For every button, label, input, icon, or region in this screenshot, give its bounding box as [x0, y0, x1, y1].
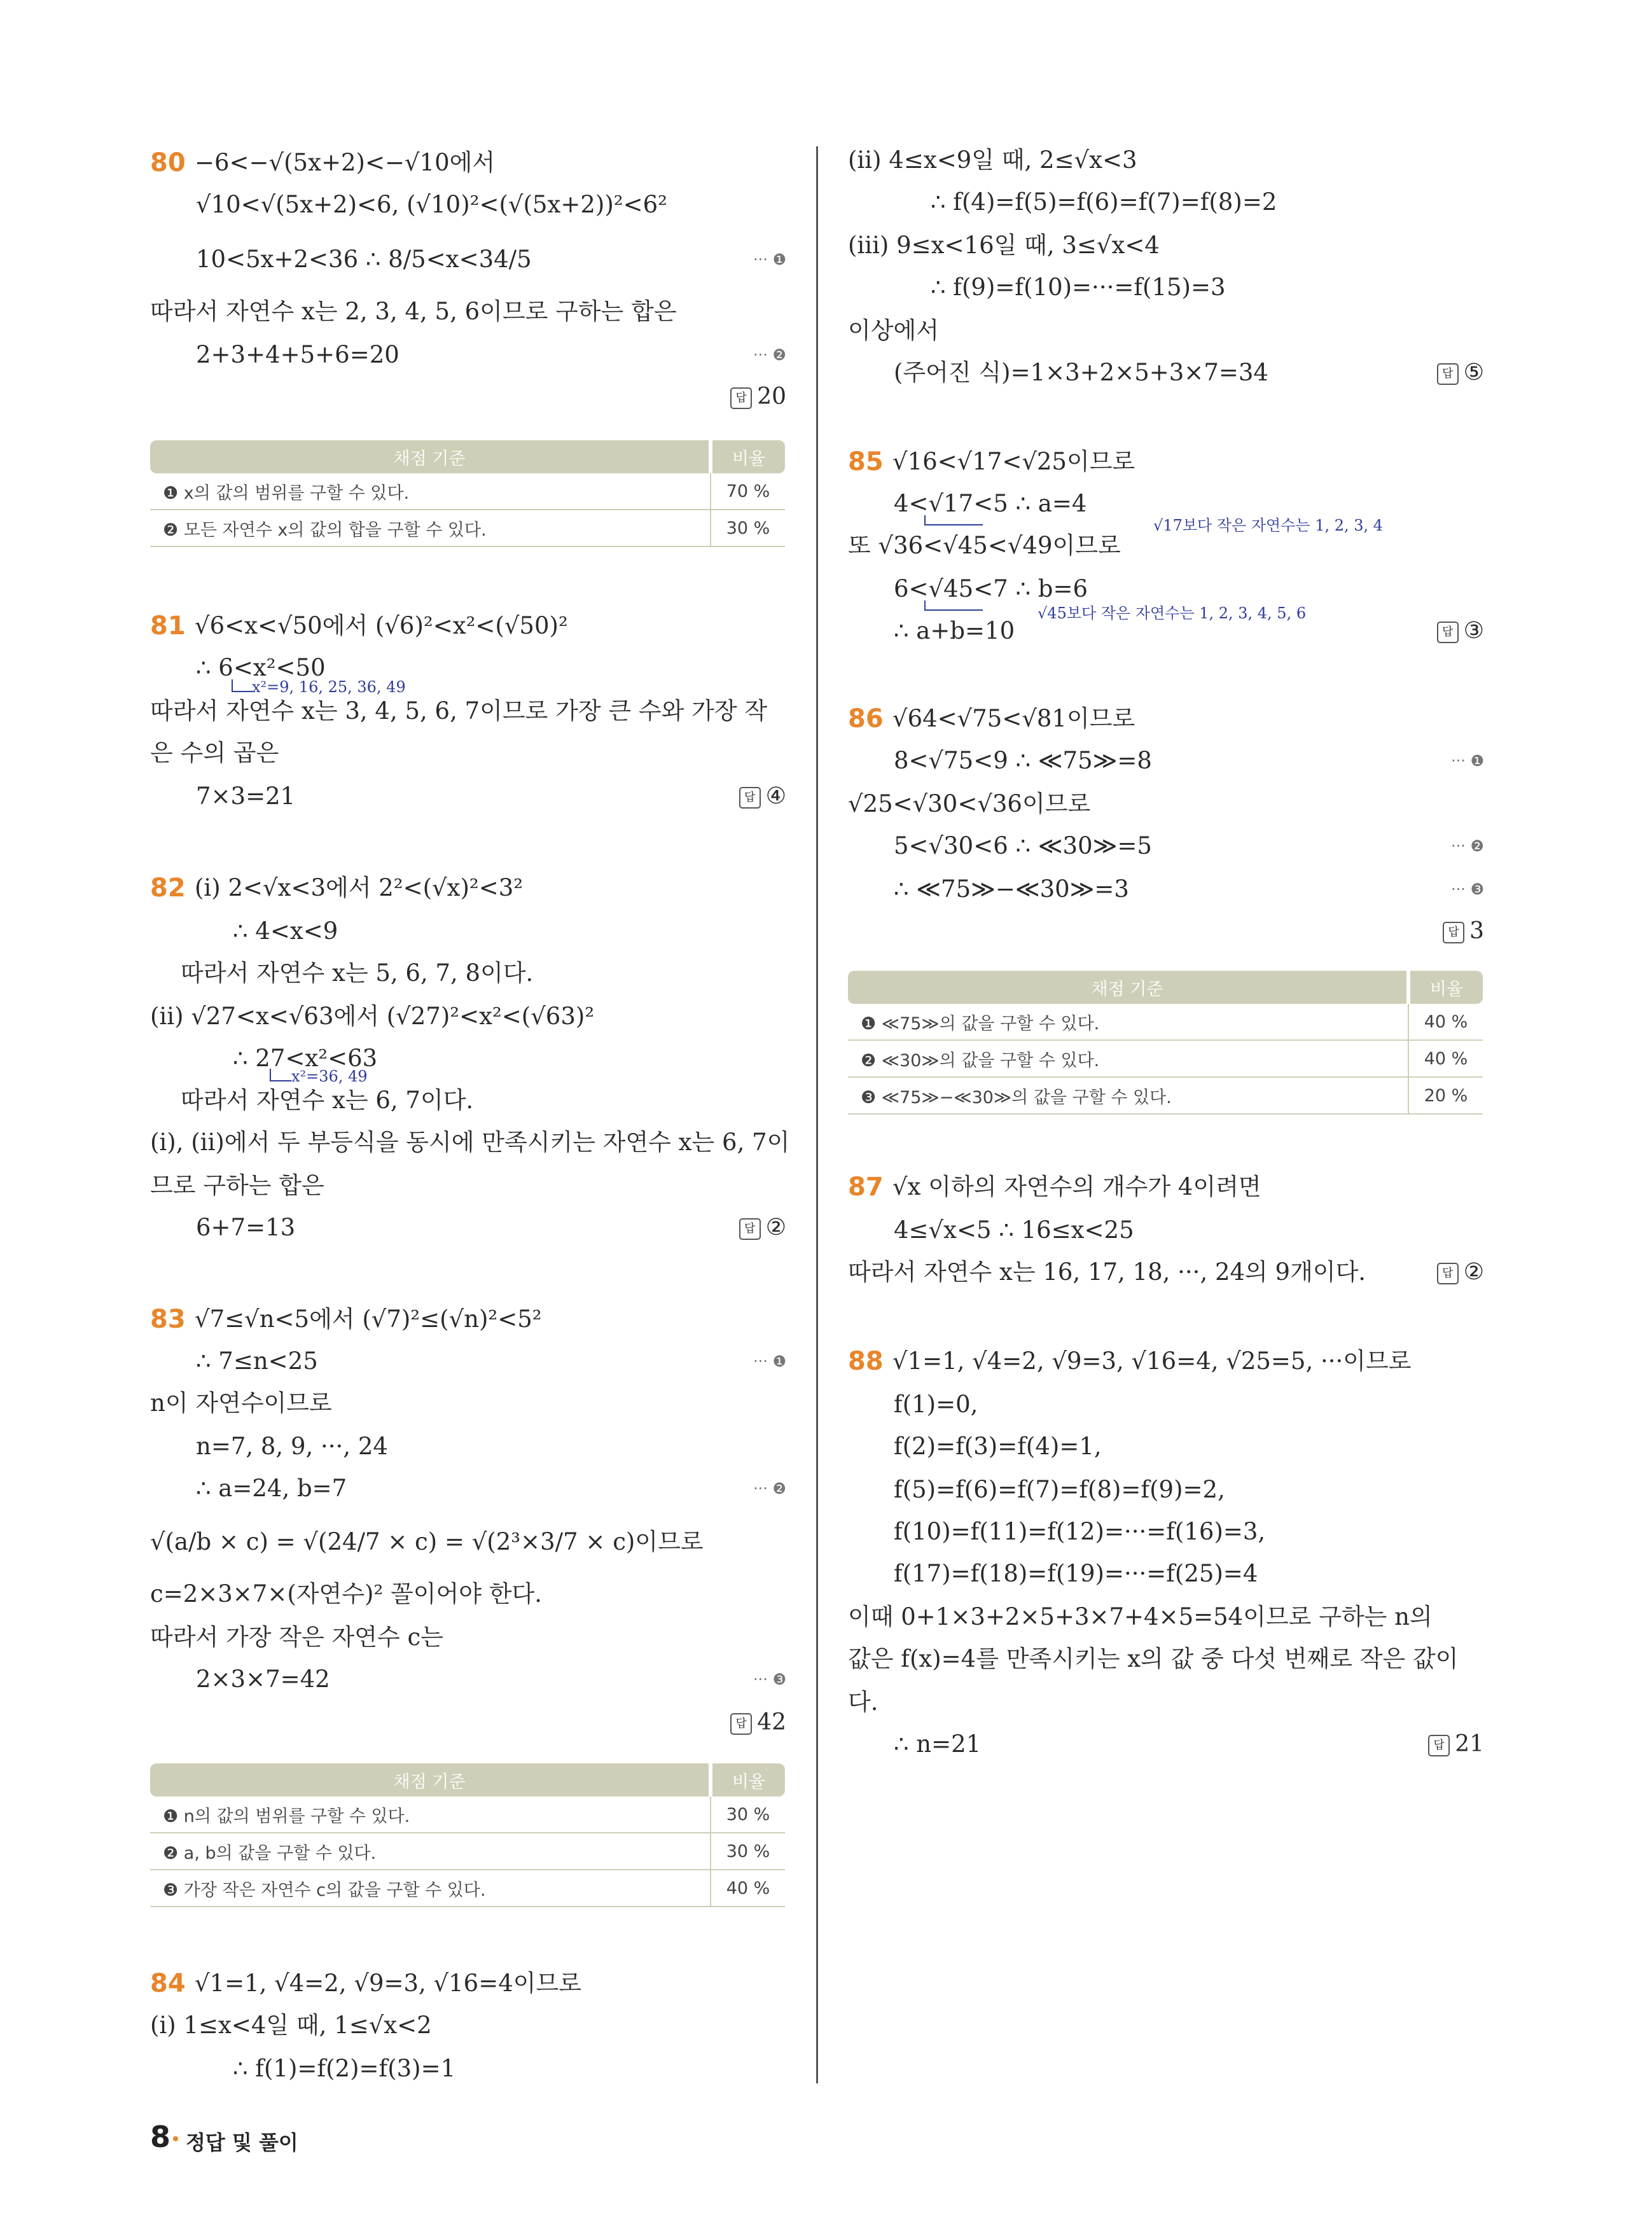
solution-line: ∴ 27<x²<63: [233, 1045, 378, 1072]
problem-number: 81: [150, 611, 186, 641]
ratio-header: 비율: [1408, 971, 1483, 1004]
solution-line: ∴ 6<x²<50: [196, 654, 326, 681]
solution-line: ∴ 4<x<9: [233, 917, 338, 945]
solution-line: ∴ 7≤n<25: [196, 1347, 318, 1375]
solution-line: √1=1, √4=2, √9=3, √16=4, √25=5, ···이므로: [892, 1347, 1412, 1375]
answer-icon: 답: [1428, 1735, 1450, 1756]
solution-line: ∴ f(9)=f(10)=···=f(15)=3: [931, 274, 1226, 301]
solution-line: 8<√75<9 ∴ ≪75≫=8: [894, 747, 1152, 774]
problem-number: 84: [150, 1969, 186, 1998]
solution-line: f(2)=f(3)=f(4)=1,: [894, 1433, 1102, 1460]
solution-line: √(a/b × c) = √(24/7 × c) = √(2³×3/7 × c)이므로: [150, 1528, 704, 1555]
answer-icon: 답: [730, 1713, 752, 1735]
solution-line: 따라서 자연수 x는 16, 17, 18, ···, 24의 9개이다.: [848, 1258, 1366, 1286]
ratio: 40 %: [711, 1870, 785, 1907]
ratio: 40 %: [1408, 1040, 1483, 1077]
solution-line: 므로 구하는 합은: [150, 1172, 324, 1199]
right-column: [848, 0, 1484, 2231]
answer-value: 21: [1455, 1731, 1484, 1757]
page-number: 8: [150, 2120, 171, 2154]
answer-value: 42: [757, 1709, 786, 1735]
solution-line: 이때 0+1×3+2×5+3×7+4×5=54이므로 구하는 n의: [848, 1603, 1433, 1630]
solution-line: ∴ f(4)=f(5)=f(6)=f(7)=f(8)=2: [931, 188, 1277, 216]
grading-table: [848, 971, 1483, 1115]
table-row: [848, 1040, 1483, 1077]
answer-value: ②: [1463, 1259, 1484, 1285]
solution-line: 또 √36<√45<√49이므로: [848, 532, 1121, 559]
solution-line: (i) 1≤x<4일 때, 1≤√x<2: [150, 2012, 432, 2039]
solution-line: n=7, 8, 9, ···, 24: [196, 1433, 388, 1460]
solution-line: 따라서 자연수 x는 6, 7이다.: [181, 1087, 474, 1114]
annotation-line: [924, 601, 983, 611]
solution-line: 6+7=13: [196, 1214, 296, 1241]
solution-line: 2+3+4+5+6=20: [196, 341, 399, 368]
criterion: ❷ ≪30≫의 값을 구할 수 있다.: [848, 1040, 1408, 1077]
problem-number: 87: [848, 1172, 884, 1202]
table-row: [150, 473, 785, 510]
table-row: [150, 510, 785, 546]
annotation: x²=36, 49: [291, 1067, 368, 1085]
ratio: 40 %: [1408, 1004, 1483, 1040]
grading-table: [150, 1763, 785, 1907]
solution-line: 값은 f(x)=4를 만족시키는 x의 값 중 다섯 번째로 작은 값이: [848, 1645, 1459, 1672]
solution-line: 7×3=21: [196, 782, 296, 810]
solution-line: (i), (ii)에서 두 부등식을 동시에 만족시키는 자연수 x는 6, 7이: [150, 1129, 790, 1156]
problem-number: 86: [848, 704, 884, 733]
problem-number: 82: [150, 873, 186, 903]
solution-line: ∴ a+b=10: [894, 617, 1015, 644]
solution-line: f(10)=f(11)=f(12)=···=f(16)=3,: [894, 1518, 1266, 1545]
table-row: [848, 1004, 1483, 1040]
table-row: [150, 1870, 785, 1907]
answer-icon: 답: [739, 1218, 761, 1240]
annotation: x²=9, 16, 25, 36, 49: [252, 678, 406, 696]
step-marker: ··· ❸: [753, 1671, 786, 1688]
answer-icon: 답: [1437, 363, 1459, 385]
table-row: [848, 1077, 1483, 1114]
table-row: [150, 1833, 785, 1870]
solution-line: n이 자연수이므로: [150, 1389, 332, 1417]
annotation-line: [232, 679, 253, 692]
answer-label: [1443, 916, 1484, 947]
criterion: ❶ x의 값의 범위를 구할 수 있다.: [150, 473, 711, 510]
ratio-header: 비율: [711, 440, 785, 473]
solution-line: √16<√17<√25이므로: [892, 448, 1135, 475]
answer-value: ③: [1463, 618, 1484, 644]
ratio: 30 %: [711, 1833, 785, 1870]
solution-line: √6<x<√50에서 (√6)²<x²<(√50)²: [195, 612, 568, 639]
step-marker: ··· ❶: [753, 1352, 786, 1370]
step-marker: ··· ❸: [1450, 880, 1484, 898]
solution-line: 따라서 자연수 x는 5, 6, 7, 8이다.: [181, 959, 534, 987]
step-marker: ··· ❶: [753, 251, 786, 268]
answer-label: [739, 1213, 786, 1243]
grading-header: 채점 기준: [848, 971, 1408, 1004]
answer-label: [730, 1707, 786, 1738]
answer-label: [730, 382, 786, 412]
ratio-header: 비율: [711, 1763, 785, 1797]
annotation: √17보다 작은 자연수는 1, 2, 3, 4: [1153, 517, 1384, 534]
solution-line: 4≤√x<5 ∴ 16≤x<25: [894, 1216, 1134, 1244]
answer-icon: 답: [1437, 1263, 1459, 1284]
solution-line: √1=1, √4=2, √9=3, √16=4이므로: [195, 1970, 581, 1997]
solution-line: ∴ n=21: [894, 1730, 982, 1758]
answer-value: ⑤: [1463, 359, 1484, 386]
left-column: [150, 0, 790, 2231]
solution-line: 따라서 자연수 x는 2, 3, 4, 5, 6이므로 구하는 합은: [150, 298, 677, 325]
step-marker: ··· ❷: [1450, 837, 1484, 855]
ratio: 30 %: [711, 510, 785, 546]
solution-line: ∴ f(1)=f(2)=f(3)=1: [233, 2055, 456, 2082]
bullet-icon: [173, 2136, 178, 2141]
step-marker: ··· ❶: [1450, 752, 1484, 770]
solution-line: 다.: [848, 1688, 878, 1716]
solution-line: 6<√45<7 ∴ b=6: [894, 575, 1088, 602]
solution-line: (i) 2<√x<3에서 2²<(√x)²<3²: [195, 874, 524, 901]
criterion: ❷ 모든 자연수 x의 값의 합을 구할 수 있다.: [150, 510, 711, 546]
annotation-line: [924, 515, 983, 525]
solution-line: (iii) 9≤x<16일 때, 3≤√x<4: [848, 232, 1160, 259]
answer-label: [1428, 1729, 1484, 1760]
ratio: 20 %: [1408, 1077, 1483, 1114]
criterion: ❷ a, b의 값을 구할 수 있다.: [150, 1833, 711, 1870]
solution-line: f(5)=f(6)=f(7)=f(8)=f(9)=2,: [894, 1476, 1225, 1503]
grading-table: [150, 440, 785, 547]
problem-number: 85: [848, 447, 884, 476]
solution-line: 2×3×7=42: [196, 1665, 330, 1693]
answer-icon: 답: [1437, 622, 1459, 643]
answer-value: ④: [765, 783, 786, 809]
solution-line: √64<√75<√81이므로: [892, 705, 1135, 732]
solution-line: f(1)=0,: [894, 1391, 978, 1418]
table-row: [150, 1797, 785, 1833]
answer-icon: 답: [739, 787, 761, 809]
problem-number: 80: [150, 148, 186, 177]
solution-line: 따라서 가장 작은 자연수 c는: [150, 1623, 443, 1651]
ratio: 30 %: [711, 1797, 785, 1833]
grading-header: 채점 기준: [150, 1763, 711, 1797]
criterion: ❸ ≪75≫−≪30≫의 값을 구할 수 있다.: [848, 1077, 1408, 1114]
grading-header: 채점 기준: [150, 440, 711, 473]
solution-line: √10<√(5x+2)<6, (√10)²<(√(5x+2))²<6²: [196, 191, 667, 218]
solution-line: −6<−√(5x+2)<−√10에서: [195, 149, 496, 176]
answer-value: 3: [1469, 918, 1484, 944]
solution-line: √7≤√n<5에서 (√7)²≤(√n)²<5²: [195, 1305, 542, 1333]
solution-line: 5<√30<6 ∴ ≪30≫=5: [894, 832, 1152, 859]
answer-icon: 답: [730, 387, 752, 409]
solution-line: √25<√30<√36이므로: [848, 790, 1091, 817]
criterion: ❶ ≪75≫의 값을 구할 수 있다.: [848, 1004, 1408, 1040]
answer-label: [1437, 358, 1484, 388]
solution-line: √x 이하의 자연수의 개수가 4이려면: [892, 1173, 1261, 1200]
footer-title: 정답 및 풀이: [186, 2130, 298, 2155]
answer-label: [739, 781, 786, 812]
criterion: ❶ n의 값의 범위를 구할 수 있다.: [150, 1797, 711, 1833]
answer-label: [1437, 1257, 1484, 1288]
solution-line: 4<√17<5 ∴ a=4: [894, 490, 1087, 517]
solution-line: 따라서 자연수 x는 3, 4, 5, 6, 7이므로 가장 큰 수와 가장 작: [150, 697, 768, 725]
solution-line: 은 수의 곱은: [150, 739, 279, 767]
column-divider: [816, 146, 818, 2083]
solution-line: c=2×3×7×(자연수)² 꼴이어야 한다.: [150, 1580, 543, 1608]
solution-line: (주어진 식)=1×3+2×5+3×7=34: [894, 359, 1268, 386]
solution-line: (ii) √27<x<√63에서 (√27)²<x²<(√63)²: [150, 1003, 595, 1030]
annotation-line: [270, 1069, 291, 1081]
answer-value: 20: [757, 384, 786, 410]
solution-line: ∴ ≪75≫−≪30≫=3: [894, 875, 1129, 903]
step-marker: ··· ❷: [753, 1480, 786, 1498]
problem-number: 83: [150, 1305, 186, 1334]
problem-number: 88: [848, 1347, 884, 1376]
solution-line: ∴ a=24, b=7: [196, 1475, 347, 1502]
answer-label: [1437, 616, 1484, 646]
answer-icon: 답: [1443, 922, 1464, 943]
answer-value: ②: [765, 1214, 786, 1241]
ratio: 70 %: [711, 473, 785, 510]
criterion: ❸ 가장 작은 자연수 c의 값을 구할 수 있다.: [150, 1870, 711, 1907]
solution-line: 이상에서: [848, 317, 939, 344]
step-marker: ··· ❷: [753, 346, 786, 364]
annotation: √45보다 작은 자연수는 1, 2, 3, 4, 5, 6: [1038, 604, 1307, 622]
solution-line: 10<5x+2<36 ∴ 8/5<x<34/5: [196, 246, 532, 273]
solution-line: (ii) 4≤x<9일 때, 2≤√x<3: [848, 146, 1137, 174]
solution-line: f(17)=f(18)=f(19)=···=f(25)=4: [894, 1560, 1258, 1587]
